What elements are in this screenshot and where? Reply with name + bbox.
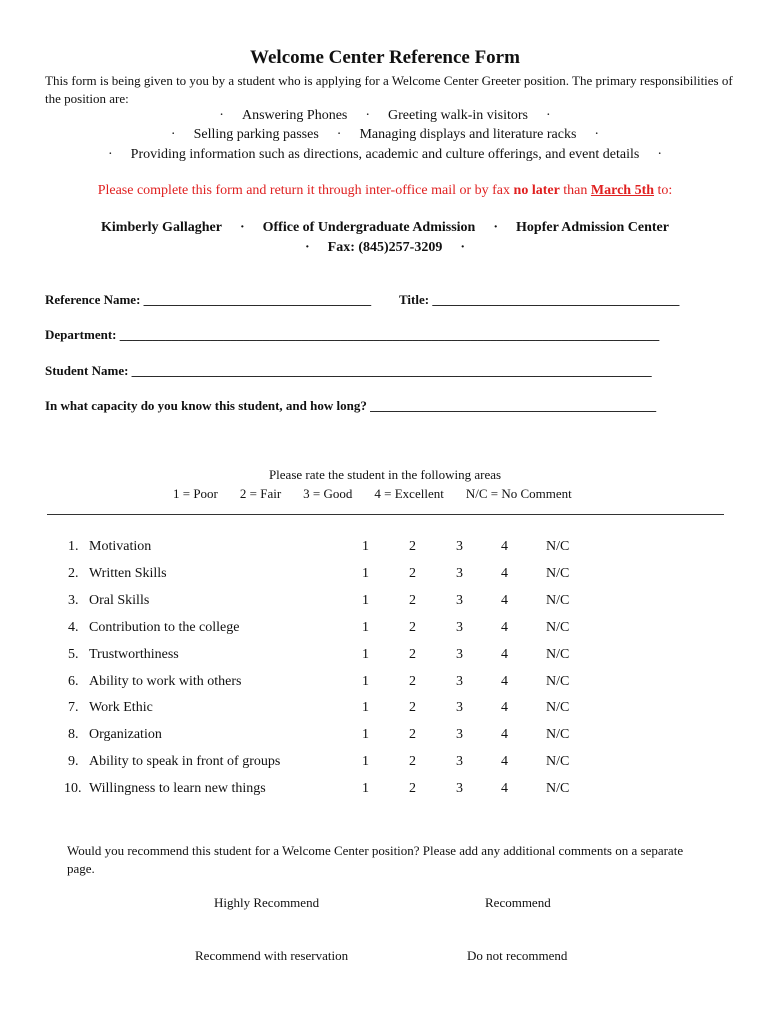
responsibility-item: Providing information such as directions, academic and culture offerings, and event details xyxy=(130,147,640,162)
recommend-with-reservation-option[interactable]: Recommend with reservation xyxy=(195,948,349,963)
responsibility-item: Selling parking passes xyxy=(193,127,319,142)
highly-recommend-option[interactable]: Highly Recommend xyxy=(214,895,320,910)
option-1[interactable]: 1 xyxy=(362,727,369,742)
option-2[interactable]: 2 xyxy=(409,566,416,581)
option-3[interactable]: 3 xyxy=(456,566,463,581)
bullet-icon: · xyxy=(594,127,600,142)
option-3[interactable]: 3 xyxy=(456,620,463,635)
bullet-icon: · xyxy=(170,127,176,142)
row-number: 5. xyxy=(68,647,79,662)
rating-row xyxy=(0,700,770,720)
contact-line-2 xyxy=(0,240,770,256)
option-1[interactable]: 1 xyxy=(362,754,369,769)
option-nc[interactable]: N/C xyxy=(546,539,570,554)
option-4[interactable]: 4 xyxy=(501,674,508,689)
rating-row xyxy=(0,566,770,586)
option-2[interactable]: 2 xyxy=(409,700,416,715)
bullet-icon: · xyxy=(304,240,310,255)
rating-instruction: Please rate the student in the following areas xyxy=(268,467,502,482)
responsibilities-line-2 xyxy=(0,127,770,143)
scale-item: 1 = Poor xyxy=(173,486,218,501)
row-label: Motivation xyxy=(89,539,152,554)
option-3[interactable]: 3 xyxy=(456,727,463,742)
responsibilities-line-1 xyxy=(0,108,770,124)
reference-name-field[interactable]: Reference Name: ___________________________________ xyxy=(45,292,372,307)
rating-row xyxy=(0,754,770,774)
bullet-icon: · xyxy=(108,147,113,162)
department-field[interactable]: Department: ___________________________________________________________________________________ xyxy=(45,327,660,342)
bullet-icon: · xyxy=(460,240,466,255)
row-number: 7. xyxy=(68,700,79,715)
bullet-icon: · xyxy=(493,220,499,235)
contact-name: Kimberly Gallagher xyxy=(101,220,222,235)
contact-line-1 xyxy=(0,220,770,236)
rating-scale-legend xyxy=(173,486,594,502)
intro-text: This form is being given to you by a student who is applying for a Welcome Center Greeter position. The primary responsibilities of the position are: xyxy=(45,73,733,106)
student-name-field[interactable]: Student Name: ________________________________________________________________________________ xyxy=(45,363,652,378)
option-4[interactable]: 4 xyxy=(501,647,508,662)
row-number: 1. xyxy=(68,539,79,554)
notice-text: than xyxy=(559,183,591,198)
row-label: Work Ethic xyxy=(89,700,153,715)
option-nc[interactable]: N/C xyxy=(546,674,570,689)
rating-row xyxy=(0,539,770,559)
row-number: 6. xyxy=(68,674,79,689)
rating-row xyxy=(0,674,770,694)
row-number: 10. xyxy=(64,781,82,796)
scale-item: 2 = Fair xyxy=(239,486,282,501)
option-nc[interactable]: N/C xyxy=(546,754,570,769)
option-4[interactable]: 4 xyxy=(501,727,508,742)
recommend-option[interactable]: Recommend xyxy=(485,895,551,910)
row-number: 3. xyxy=(68,593,79,608)
form-title: Welcome Center Reference Form xyxy=(250,47,520,68)
responsibility-item: Managing displays and literature racks xyxy=(359,127,577,142)
option-nc[interactable]: N/C xyxy=(546,620,570,635)
reference-title-field[interactable]: Title: ______________________________________ xyxy=(399,292,680,307)
bullet-icon: · xyxy=(657,147,662,162)
do-not-recommend-option[interactable]: Do not recommend xyxy=(467,948,568,963)
option-nc[interactable]: N/C xyxy=(546,647,570,662)
row-label: Oral Skills xyxy=(89,593,150,608)
option-nc[interactable]: N/C xyxy=(546,727,570,742)
option-2[interactable]: 2 xyxy=(409,781,416,796)
option-3[interactable]: 3 xyxy=(456,647,463,662)
rating-row xyxy=(0,781,770,801)
option-1[interactable]: 1 xyxy=(362,539,369,554)
option-3[interactable]: 3 xyxy=(456,674,463,689)
option-3[interactable]: 3 xyxy=(456,754,463,769)
row-label: Ability to speak in front of groups xyxy=(89,754,281,769)
option-1[interactable]: 1 xyxy=(362,566,369,581)
row-label: Contribution to the college xyxy=(89,620,240,635)
row-label: Trustworthiness xyxy=(89,647,179,662)
notice-text: to: xyxy=(654,183,673,198)
row-label: Ability to work with others xyxy=(89,674,242,689)
option-nc[interactable]: N/C xyxy=(546,700,570,715)
option-2[interactable]: 2 xyxy=(409,539,416,554)
row-number: 2. xyxy=(68,566,79,581)
bullet-icon: · xyxy=(365,108,371,123)
responsibilities-line-3 xyxy=(0,147,770,163)
option-nc[interactable]: N/C xyxy=(546,781,570,796)
option-1[interactable]: 1 xyxy=(362,781,369,796)
option-3[interactable]: 3 xyxy=(456,700,463,715)
rating-row xyxy=(0,647,770,667)
option-3[interactable]: 3 xyxy=(456,539,463,554)
responsibility-item: Greeting walk-in visitors xyxy=(388,108,529,123)
row-label: Written Skills xyxy=(89,566,167,581)
notice-emphasis: no later xyxy=(513,183,560,198)
bullet-icon: · xyxy=(336,127,342,142)
contact-center: Hopfer Admission Center xyxy=(516,220,669,235)
option-4[interactable]: 4 xyxy=(501,700,508,715)
option-4[interactable]: 4 xyxy=(501,566,508,581)
rating-row xyxy=(0,593,770,613)
notice-text: Please complete this form and return it through inter-office mail or by fax xyxy=(97,183,514,198)
option-2[interactable]: 2 xyxy=(409,727,416,742)
return-notice xyxy=(0,183,770,199)
option-1[interactable]: 1 xyxy=(362,700,369,715)
row-number: 8. xyxy=(68,727,79,742)
row-label: Willingness to learn new things xyxy=(89,781,266,796)
rating-row xyxy=(0,727,770,747)
divider xyxy=(47,514,724,515)
option-1[interactable]: 1 xyxy=(362,593,369,608)
option-2[interactable]: 2 xyxy=(409,647,416,662)
option-2[interactable]: 2 xyxy=(409,754,416,769)
option-2[interactable]: 2 xyxy=(409,593,416,608)
option-3[interactable]: 3 xyxy=(456,593,463,608)
bullet-icon: · xyxy=(546,108,551,123)
option-2[interactable]: 2 xyxy=(409,674,416,689)
option-2[interactable]: 2 xyxy=(409,620,416,635)
capacity-field[interactable]: In what capacity do you know this student, and how long? ____________________________________________ xyxy=(45,398,657,413)
bullet-icon: · xyxy=(239,220,245,235)
recommendation-question: Would you recommend this student for a Welcome Center position? Please add any additional comments on a separate page. xyxy=(67,843,684,876)
option-1[interactable]: 1 xyxy=(362,620,369,635)
option-1[interactable]: 1 xyxy=(362,674,369,689)
option-4[interactable]: 4 xyxy=(501,781,508,796)
row-number: 4. xyxy=(68,620,79,635)
bullet-icon: · xyxy=(219,108,224,123)
row-number: 9. xyxy=(68,754,79,769)
rating-row xyxy=(0,620,770,640)
option-nc[interactable]: N/C xyxy=(546,566,570,581)
scale-item: N/C = No Comment xyxy=(465,486,572,501)
option-nc[interactable]: N/C xyxy=(546,593,570,608)
option-4[interactable]: 4 xyxy=(501,593,508,608)
scale-item: 4 = Excellent xyxy=(374,486,444,501)
option-4[interactable]: 4 xyxy=(501,620,508,635)
option-1[interactable]: 1 xyxy=(362,647,369,662)
contact-office: Office of Undergraduate Admission xyxy=(262,220,476,235)
deadline-date: March 5th xyxy=(590,183,655,198)
contact-fax: Fax: (845)257-3209 xyxy=(327,240,443,255)
option-3[interactable]: 3 xyxy=(456,781,463,796)
option-4[interactable]: 4 xyxy=(501,539,508,554)
option-4[interactable]: 4 xyxy=(501,754,508,769)
responsibility-item: Answering Phones xyxy=(241,108,348,123)
row-label: Organization xyxy=(89,727,162,742)
scale-item: 3 = Good xyxy=(303,486,353,501)
